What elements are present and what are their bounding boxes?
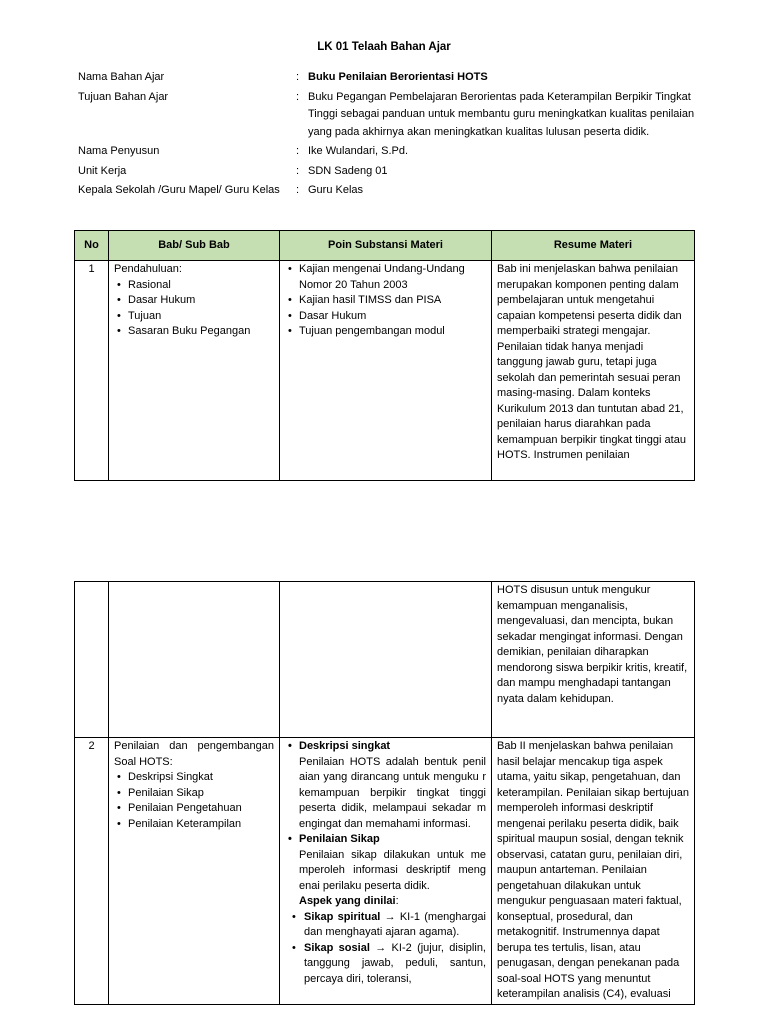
poin-list bbox=[285, 262, 486, 340]
list-item: • Kajian mengenai Undang-Undang Nomor 20 Tahun 2003 bbox=[299, 262, 486, 293]
poin-list bbox=[285, 739, 486, 755]
poin-heading-deskripsi: • Deskripsi singkat bbox=[299, 739, 486, 755]
header-no: No bbox=[75, 231, 109, 261]
meta-row-nama-bahan-ajar bbox=[78, 69, 718, 87]
sikap-label: Sikap sosial bbox=[304, 941, 370, 954]
resume-cell bbox=[492, 582, 695, 738]
table-row bbox=[75, 738, 695, 1005]
bab-title: Pendahuluan: bbox=[114, 263, 182, 275]
list-item: • Tujuan pengembangan modul bbox=[299, 324, 486, 340]
list-item: • Sasaran Buku Pegangan bbox=[128, 324, 274, 340]
list-item: • Deskripsi Singkat bbox=[128, 770, 274, 786]
list-item bbox=[304, 941, 486, 988]
meta-row-tujuan-bahan-ajar bbox=[78, 89, 718, 142]
bab-list bbox=[114, 770, 274, 832]
meta-colon: : bbox=[296, 164, 300, 177]
sikap-text: → KI-2 (jujur, disiplin, tanggung jawab, peduli, santun, percaya diri, toleransi, bbox=[304, 941, 486, 985]
meta-value: Buku Penilaian Berorientasi HOTS bbox=[308, 71, 488, 83]
telaah-table-page-1 bbox=[74, 230, 695, 481]
document-meta bbox=[78, 69, 718, 202]
aspek-heading bbox=[285, 894, 486, 910]
resume-cell bbox=[492, 738, 695, 1005]
meta-value: Ike Wulandari, S.Pd. bbox=[308, 145, 409, 157]
bab-cell bbox=[109, 261, 280, 481]
row-number: 2 bbox=[75, 738, 109, 1005]
meta-value: Buku Pegangan Pembelajaran Berorientas pada Keterampilan Berpikir Tingkat Tinggi sebagai panduan untuk membantu guru meningkatkan kualitas penilaian yang pada akhirnya akan meningkatkan kualitas lulusan peserta didik. bbox=[308, 90, 695, 138]
resume-text: Bab II menjelaskan bahwa penilaian hasil belajar mencakup tiga aspek utama, yaitu sikap, pengetahuan, dan keterampilan. Penilaian sikap bertujuan memperoleh informasi deskriptif mengenai perilaku peserta didik, baik spiritual maupun sosial, dengan teknik observasi, catatan guru, penilaian diri, maupun antarteman. Penilaian pengetahuan dilakukan untuk mengukur penguasaan materi faktual, konseptual, prosedural, dan metakognitif. Instrumennya dapat berupa tes tertulis, lisan, atau penugasan, dengan penekanan pada soal-soal HOTS yang menuntut keterampilan analisis (C4), evaluasi bbox=[497, 740, 690, 1000]
row-number: 1 bbox=[75, 261, 109, 481]
resume-text: HOTS disusun untuk mengukur kemampuan menganalisis, mengevaluasi, dan mencipta, bukan sekadar mengingat informasi. Dengan demikian, penilaian diharapkan mendorong siswa berpikir kritis, kreatif, dan mampu menghadapi tantangan nyata dalam kehidupan. bbox=[497, 584, 688, 705]
resume-text: Bab ini menjelaskan bahwa penilaian merupakan komponen penting dalam pembelajaran untuk mengetahui capaian kompetensi peserta didik dan memperbaiki strategi mengajar. Penilaian tidak hanya menjadi tanggung jawab guru, tetapi juga sekolah dan pemerintah sesuai peran masing-masing. Dalam konteks Kurikulum 2013 dan tuntutan abad 21, penilaian harus diarahkan pada kemampuan berpikir tingkat tinggi atau HOTS. Instrumen penilaian bbox=[497, 263, 686, 461]
meta-label: Tujuan Bahan Ajar bbox=[78, 90, 169, 103]
poin-cell bbox=[280, 582, 492, 738]
aspek-label: Aspek yang dinilai bbox=[299, 895, 396, 907]
bab-title: Penilaian dan pengembangan Soal HOTS: bbox=[114, 740, 274, 768]
meta-row-unit-kerja bbox=[78, 163, 718, 181]
table-row bbox=[75, 582, 695, 738]
list-item: • Penilaian Sikap bbox=[128, 786, 274, 802]
bab-cell bbox=[109, 738, 280, 1005]
meta-label: Nama Penyusun bbox=[78, 145, 160, 157]
list-item: • Penilaian Keterampilan bbox=[128, 817, 274, 833]
row-number bbox=[75, 582, 109, 738]
poin-paragraph: Penilaian sikap dilakukan untuk me mperoleh informasi deskriptif meng enai perilaku peserta didik. bbox=[299, 848, 486, 892]
sikap-text: → KI-1 (menghargai dan menghayati ajaran agama). bbox=[304, 910, 486, 938]
list-item: • Tujuan bbox=[128, 309, 274, 325]
meta-colon: : bbox=[296, 90, 300, 103]
bab-cell bbox=[109, 582, 280, 738]
meta-row-jabatan bbox=[78, 182, 718, 200]
meta-label: Nama Bahan Ajar bbox=[78, 71, 165, 83]
aspek-colon: : bbox=[395, 895, 399, 907]
meta-colon: : bbox=[296, 145, 300, 157]
table-header-row bbox=[75, 231, 695, 261]
list-item: • Dasar Hukum bbox=[128, 293, 274, 309]
poin-cell bbox=[280, 738, 492, 1005]
sikap-label: Sikap spiritual bbox=[304, 910, 381, 923]
poin-list bbox=[285, 832, 486, 848]
header-resume: Resume Materi bbox=[492, 231, 695, 261]
poin-heading-sikap: • Penilaian Sikap bbox=[299, 832, 486, 848]
meta-value: Guru Kelas bbox=[308, 184, 364, 196]
header-bab: Bab/ Sub Bab bbox=[109, 231, 280, 261]
meta-colon: : bbox=[296, 184, 300, 196]
meta-label: Unit Kerja bbox=[78, 164, 127, 177]
resume-cell bbox=[492, 261, 695, 481]
meta-colon: : bbox=[296, 71, 300, 83]
poin-paragraph: Penilaian HOTS adalah bentuk penil aian yang dirancang untuk menguku r kemampuan berpikir tingkat tinggi peserta didik, melampaui sekadar m engingat dan memahami informasi. bbox=[299, 755, 486, 830]
list-item bbox=[304, 910, 486, 941]
aspek-list bbox=[285, 910, 486, 988]
table-row bbox=[75, 261, 695, 481]
poin-cell bbox=[280, 261, 492, 481]
document-title: LK 01 Telaah Bahan Ajar bbox=[317, 41, 451, 53]
list-item: • Rasional bbox=[128, 278, 274, 294]
list-item: • Dasar Hukum bbox=[299, 309, 486, 325]
meta-row-nama-penyusun bbox=[78, 143, 718, 161]
telaah-table-page-2 bbox=[74, 581, 695, 1005]
bab-list bbox=[114, 278, 274, 340]
meta-label: Kepala Sekolah /Guru Mapel/ Guru Kelas bbox=[78, 184, 280, 196]
header-poin: Poin Substansi Materi bbox=[280, 231, 492, 261]
list-item: • Kajian hasil TIMSS dan PISA bbox=[299, 293, 486, 309]
list-item: • Penilaian Pengetahuan bbox=[128, 801, 274, 817]
meta-value: SDN Sadeng 01 bbox=[308, 164, 388, 177]
